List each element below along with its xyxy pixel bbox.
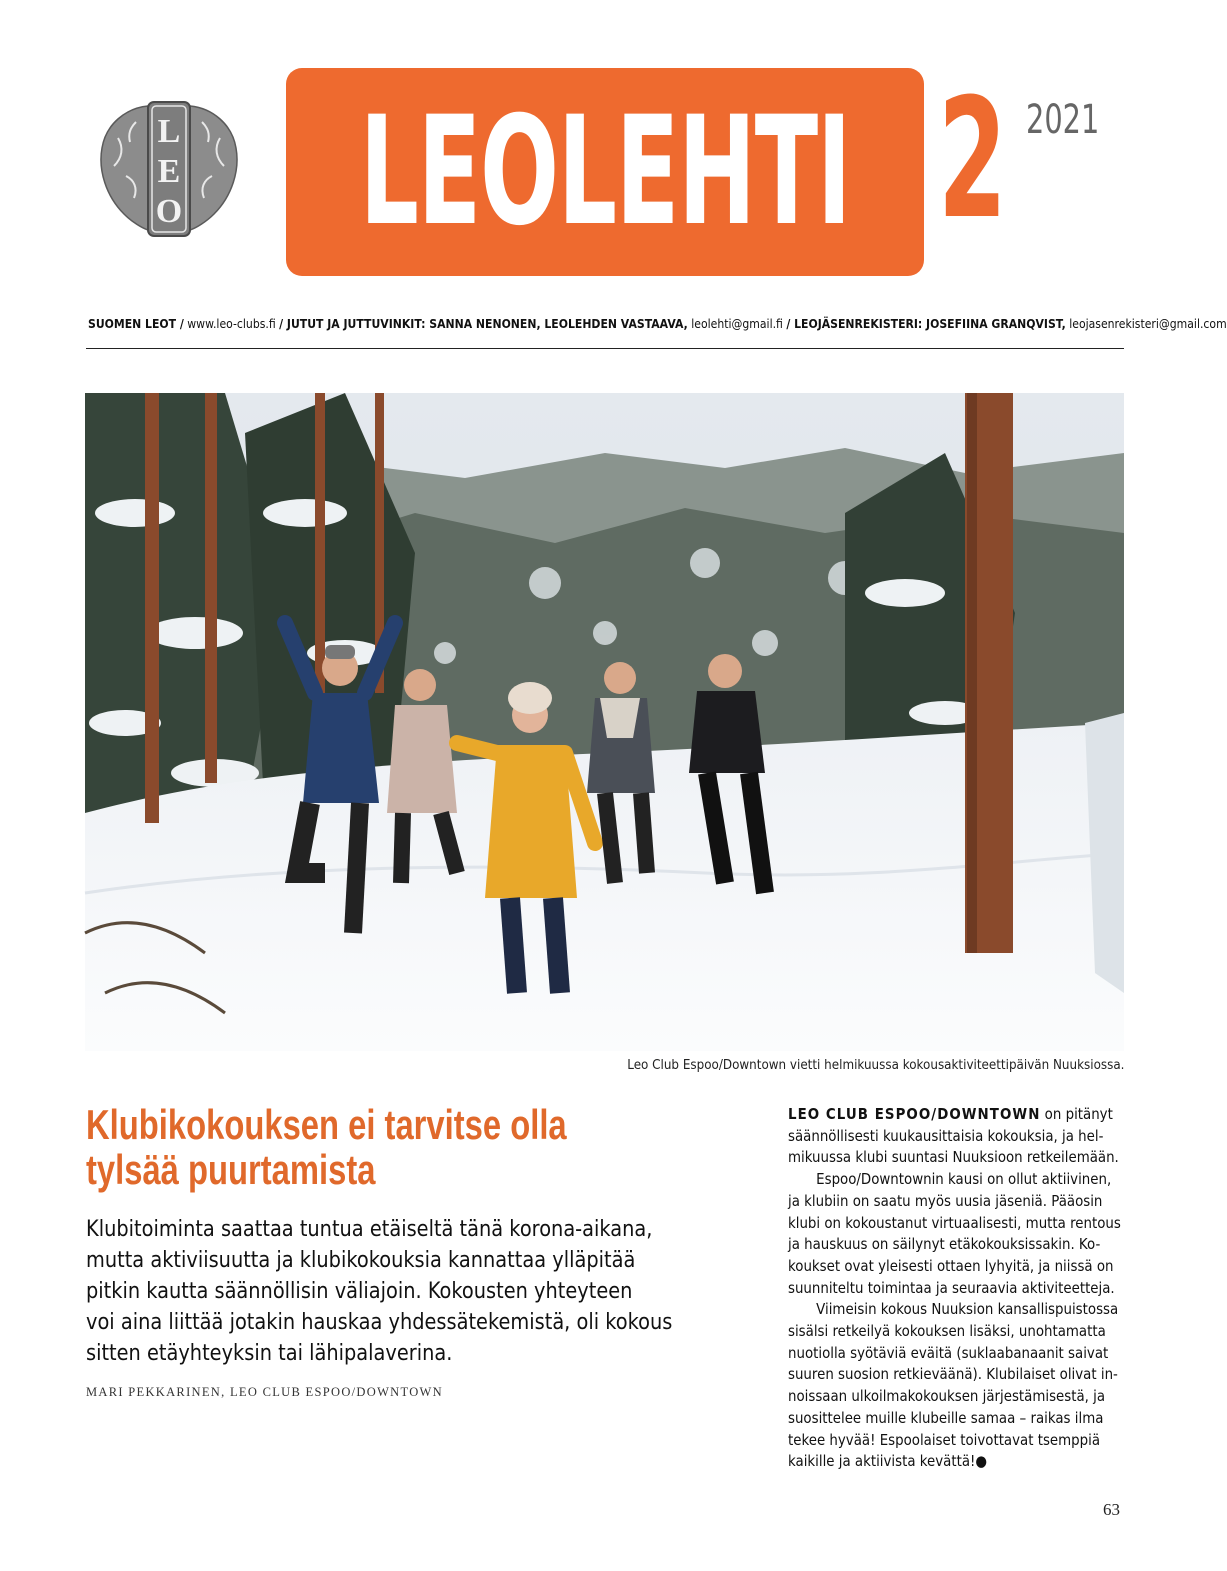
credits-website: www.leo-clubs.fi xyxy=(183,316,280,331)
headline-line-1: Klubikokouksen ei tarvitse olla xyxy=(86,1101,567,1148)
credits-registry: / LEOJÄSENREKISTERI: JOSEFIINA GRANQVIST, xyxy=(786,316,1066,331)
article-byline: MARI PEKKARINEN, LEO CLUB ESPOO/DOWNTOWN xyxy=(86,1385,443,1399)
body-line: kaikille ja aktiivista kevättä!● xyxy=(788,1452,988,1471)
credits-line xyxy=(88,316,1227,332)
article-photo xyxy=(85,393,1124,1051)
end-mark: ● xyxy=(975,1452,988,1471)
body-line: Viimeisin kokous Nuuksion kansallispuistossa xyxy=(816,1300,1119,1319)
body-line: ja hauskuus on säilynyt etäkokouksissakin. Ko- xyxy=(788,1235,1101,1254)
body-line: suosittelee muille klubeille samaa – raikas ilma xyxy=(788,1408,1104,1427)
masthead-banner xyxy=(286,68,924,276)
body-line: noissaan ulkoilmakokouksen järjestämisestä, ja xyxy=(788,1387,1106,1406)
issue-number: 2 xyxy=(938,63,1007,255)
credits-org: SUOMEN LEOT / xyxy=(88,316,184,331)
body-line: mikuussa klubi suuntasi Nuuksioon retkeilemään. xyxy=(788,1148,1119,1167)
lead-line: sitten etäyhteyksin tai lähipalaverina. xyxy=(86,1341,453,1366)
leo-lion-logo xyxy=(96,98,242,240)
lead-line: pitkin kautta säännöllisin väliajoin. Kokousten yhteyteen xyxy=(86,1279,633,1304)
article-body xyxy=(788,1104,1122,1473)
lead-line: voi aina liittää jotakin hauskaa yhdessätekemistä, oli kokous xyxy=(86,1310,673,1335)
masthead-title: LEOLEHTI xyxy=(359,85,851,259)
credits-registry-email: leojasenrekisteri@gmail.com xyxy=(1065,316,1227,331)
body-line: suuren suosion retkieväänä). Klubilaiset olivat in- xyxy=(788,1365,1118,1384)
body-line: ja klubiin on saatu myös uusia jäseniä. Pääosin xyxy=(788,1191,1103,1210)
article-headline xyxy=(86,1102,648,1192)
headline-line-2: tylsää puurtamista xyxy=(86,1146,376,1193)
body-line: koukset ovat yleisesti ottaen lyhyitä, ja niissä on xyxy=(788,1256,1114,1275)
body-line: LEO CLUB ESPOO/DOWNTOWN on pitänyt xyxy=(788,1105,1113,1123)
page-number: 63 xyxy=(1103,1500,1120,1519)
body-lead-club: LEO CLUB ESPOO/DOWNTOWN xyxy=(788,1105,1041,1123)
photo-caption: Leo Club Espoo/Downtown vietti helmikuussa kokousaktiviteettipäivän Nuuksiossa. xyxy=(626,1058,1124,1073)
issue-year: 2021 xyxy=(1026,97,1100,143)
lead-line: Klubitoiminta saattaa tuntua etäiseltä tänä korona-aikana, xyxy=(86,1217,653,1242)
header-divider xyxy=(86,348,1124,349)
logo-letter-o: O xyxy=(155,193,183,230)
body-line: Espoo/Downtownin kausi on ollut aktiivinen, xyxy=(816,1170,1112,1189)
article-lead xyxy=(86,1214,673,1369)
credits-editor-email: leolehti@gmail.fi xyxy=(687,316,787,331)
body-line: suunniteltu toimintaa ja seuraavia aktiviteetteja. xyxy=(788,1278,1115,1297)
body-line: sisälsi retkeilyä kokouksen lisäksi, unohtamatta xyxy=(788,1322,1106,1341)
body-line: tekee hyvää! Espoolaiset toivottavat tsemppiä xyxy=(788,1430,1101,1449)
body-line: säännöllisesti kuukausittaisia kokouksia, ja hel- xyxy=(788,1126,1104,1145)
logo-letter-l: L xyxy=(157,113,181,150)
lead-line: mutta aktiviisuutta ja klubikokouksia kannattaa ylläpitää xyxy=(86,1248,636,1273)
body-line: klubi on kokoustanut virtuaalisesti, mutta rentous xyxy=(788,1213,1121,1232)
logo-letter-e: E xyxy=(157,153,181,190)
body-line: nuotiolla syötäviä eväitä (suklaabanaanit saivat xyxy=(788,1343,1109,1362)
credits-editor: / JUTUT JA JUTTUVINKIT: SANNA NENONEN, LEOLEHDEN VASTAAVA, xyxy=(279,316,688,331)
